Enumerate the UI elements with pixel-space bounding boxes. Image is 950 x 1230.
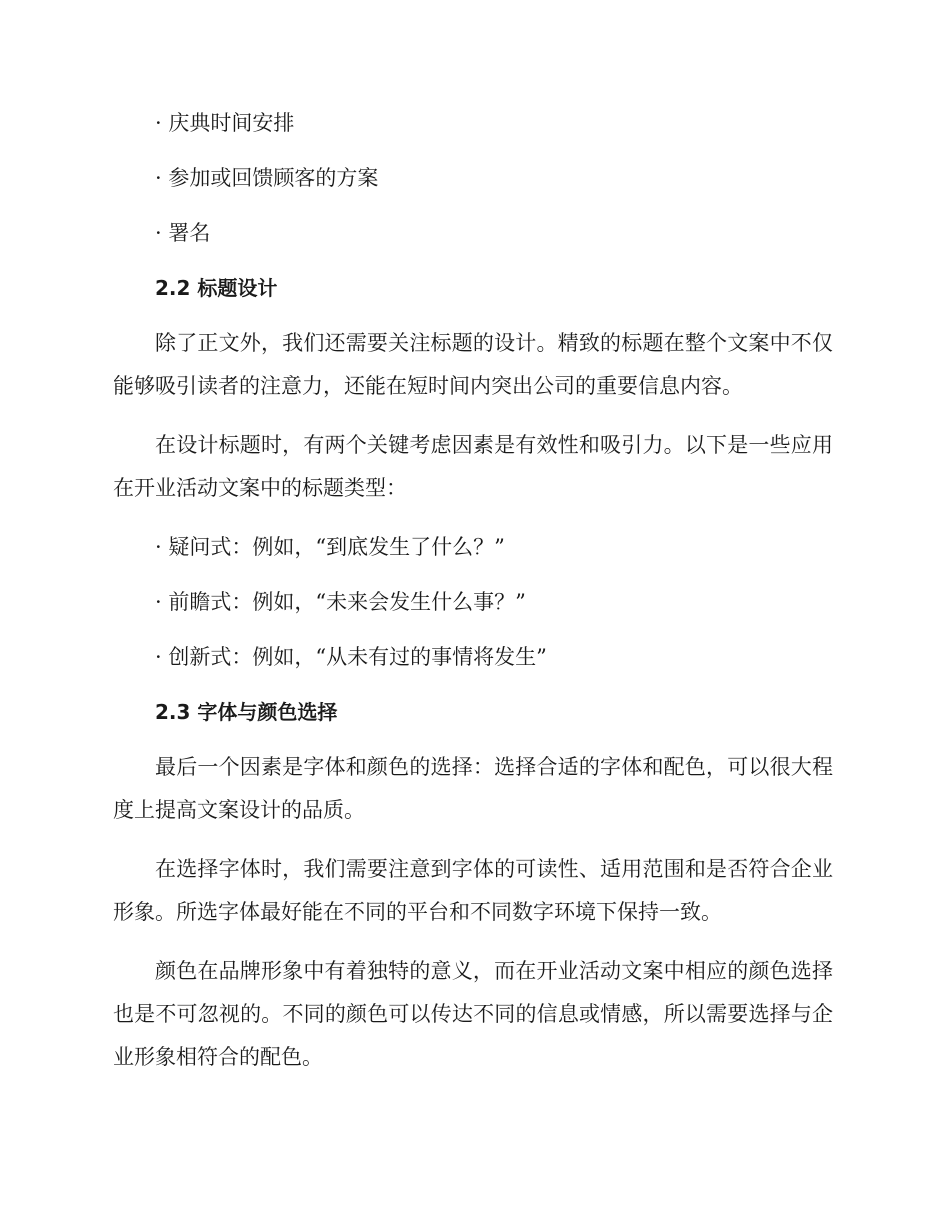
paragraph: 在选择字体时，我们需要注意到字体的可读性、适用范围和是否符合企业形象。所选字体最好能在不同的平台和不同数字环境下保持一致。 [113, 857, 833, 924]
bullet-item: · 前瞻式：例如，“未来会发生什么事？” [155, 590, 526, 614]
paragraph: 颜色在品牌形象中有着独特的意义，而在开业活动文案中相应的颜色选择也是不可忽视的。不同的颜色可以传达不同的信息或情感，所以需要选择与企业形象相符合的配色。 [113, 959, 833, 1069]
paragraph: 除了正文外，我们还需要关注标题的设计。精致的标题在整个文案中不仅能够吸引读者的注意力，还能在短时间内突出公司的重要信息内容。 [113, 331, 833, 398]
paragraph: 最后一个因素是字体和颜色的选择：选择合适的字体和配色，可以很大程度上提高文案设计的品质。 [113, 755, 833, 822]
bullet-item: · 署名 [155, 221, 211, 245]
bullet-item: · 创新式：例如，“从未有过的事情将发生” [155, 645, 547, 669]
bullet-item: · 参加或回馈顾客的方案 [155, 166, 379, 190]
document-body [113, 106, 833, 1099]
bullet-item: · 疑问式：例如，“到底发生了什么？” [155, 535, 505, 559]
section-heading: 2.3 字体与颜色选择 [155, 700, 338, 724]
bullet-item: · 庆典时间安排 [155, 111, 295, 135]
section-heading: 2.2 标题设计 [155, 276, 278, 300]
paragraph: 在设计标题时，有两个关键考虑因素是有效性和吸引力。以下是一些应用在开业活动文案中的标题类型： [113, 433, 833, 500]
